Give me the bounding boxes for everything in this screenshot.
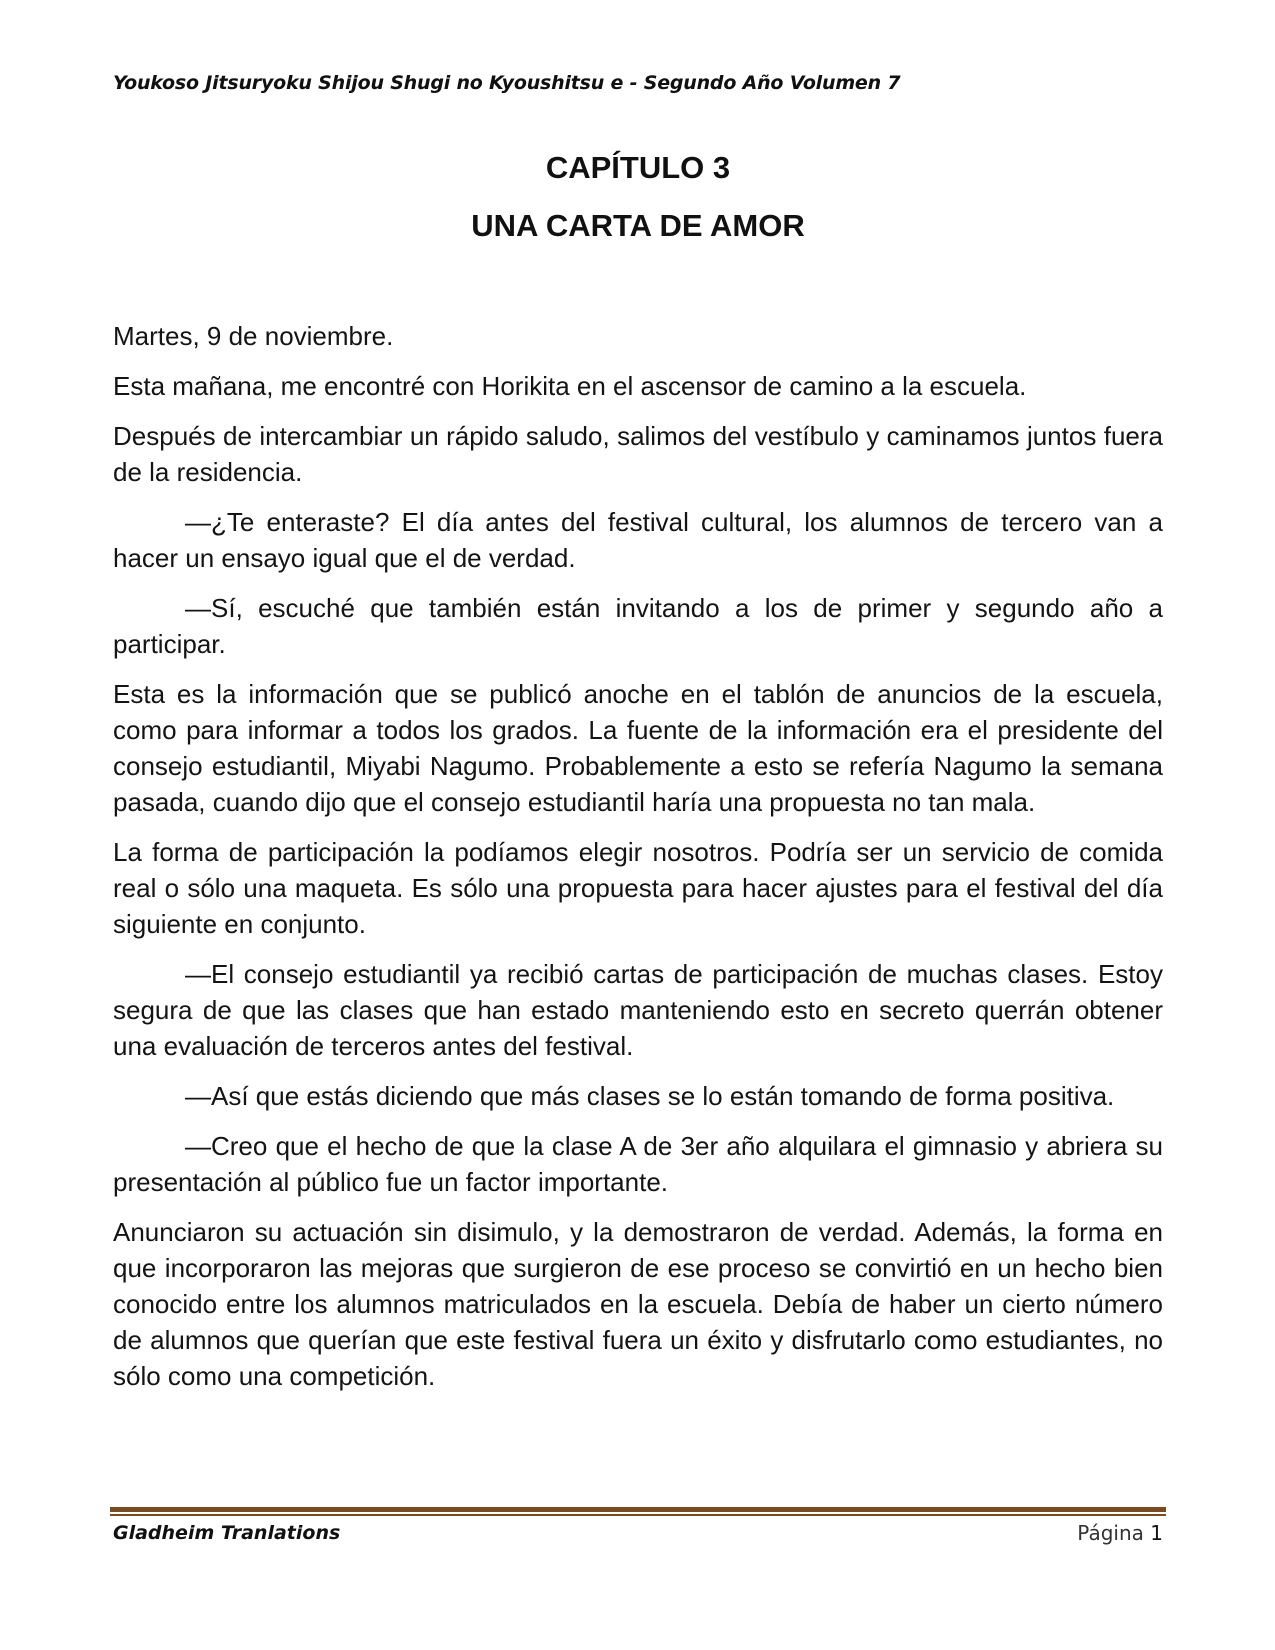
chapter-heading [113, 148, 1163, 246]
page-label: Página [1077, 1521, 1144, 1545]
paragraph: Anunciaron su actuación sin disimulo, y la demostraron de verdad. Además, la forma en que incorporaron las mejoras que surgieron de ese proceso se convirtió en un hecho bien conocido entre los alumnos matriculados en la escuela. Debía de haber un cierto número de alumnos que querían que este festival fuera un éxito y disfrutarlo como estudiantes, no sólo como una competición. [113, 1217, 1163, 1391]
footer-divider-thick [110, 1507, 1166, 1512]
paragraph: Esta mañana, me encontré con Horikita en el ascensor de camino a la escuela. [113, 371, 1027, 401]
dialogue-line: —Así que estás diciendo que más clases se lo están tomando de forma positiva. [185, 1081, 1115, 1111]
paragraph: Esta es la información que se publicó anoche en el tablón de anuncios de la escuela, como para informar a todos los grados. La fuente de la información era el presidente del consejo estudiantil, Miyabi Nagumo. Probablemente a esto se refería Nagumo la semana pasada, cuando dijo que el consejo estudiantil haría una propuesta no tan mala. [113, 679, 1163, 817]
dialogue-line: —El consejo estudiantil ya recibió cartas de participación de muchas clases. Estoy segura de que las clases que han estado manteniendo esto en secreto querrán obtener una evaluación de terceros antes del festival. [113, 959, 1163, 1061]
running-header: Youkoso Jitsuryoku Shijou Shugi no Kyoushitsu e - Segundo Año Volumen 7 [113, 72, 901, 94]
paragraph-date: Martes, 9 de noviembre. [113, 321, 394, 351]
chapter-title: UNA CARTA DE AMOR [471, 208, 805, 243]
body-text [113, 318, 1163, 1408]
dialogue-line: —Sí, escuché que también están invitando a los de primer y segundo año a participar. [113, 593, 1163, 659]
paragraph: Después de intercambiar un rápido saludo, salimos del vestíbulo y caminamos juntos fuera de la residencia. [113, 421, 1163, 487]
chapter-number: CAPÍTULO 3 [545, 150, 731, 185]
dialogue-line: —Creo que el hecho de que la clase A de 3er año alquilara el gimnasio y abriera su presentación al público fue un factor importante. [113, 1131, 1163, 1197]
paragraph: La forma de participación la podíamos elegir nosotros. Podría ser un servicio de comida real o sólo una maqueta. Es sólo una propuesta para hacer ajustes para el festival del día siguiente en conjunto. [113, 837, 1163, 939]
dialogue-line: —¿Te enteraste? El día antes del festival cultural, los alumnos de tercero van a hacer un ensayo igual que el de verdad. [113, 507, 1163, 573]
page-number-label [1077, 1521, 1163, 1545]
footer-divider [110, 1507, 1166, 1516]
page-number: 1 [1150, 1521, 1163, 1545]
footer-divider-thin [110, 1514, 1166, 1516]
footer-translator: Gladheim Tranlations [113, 1522, 341, 1544]
